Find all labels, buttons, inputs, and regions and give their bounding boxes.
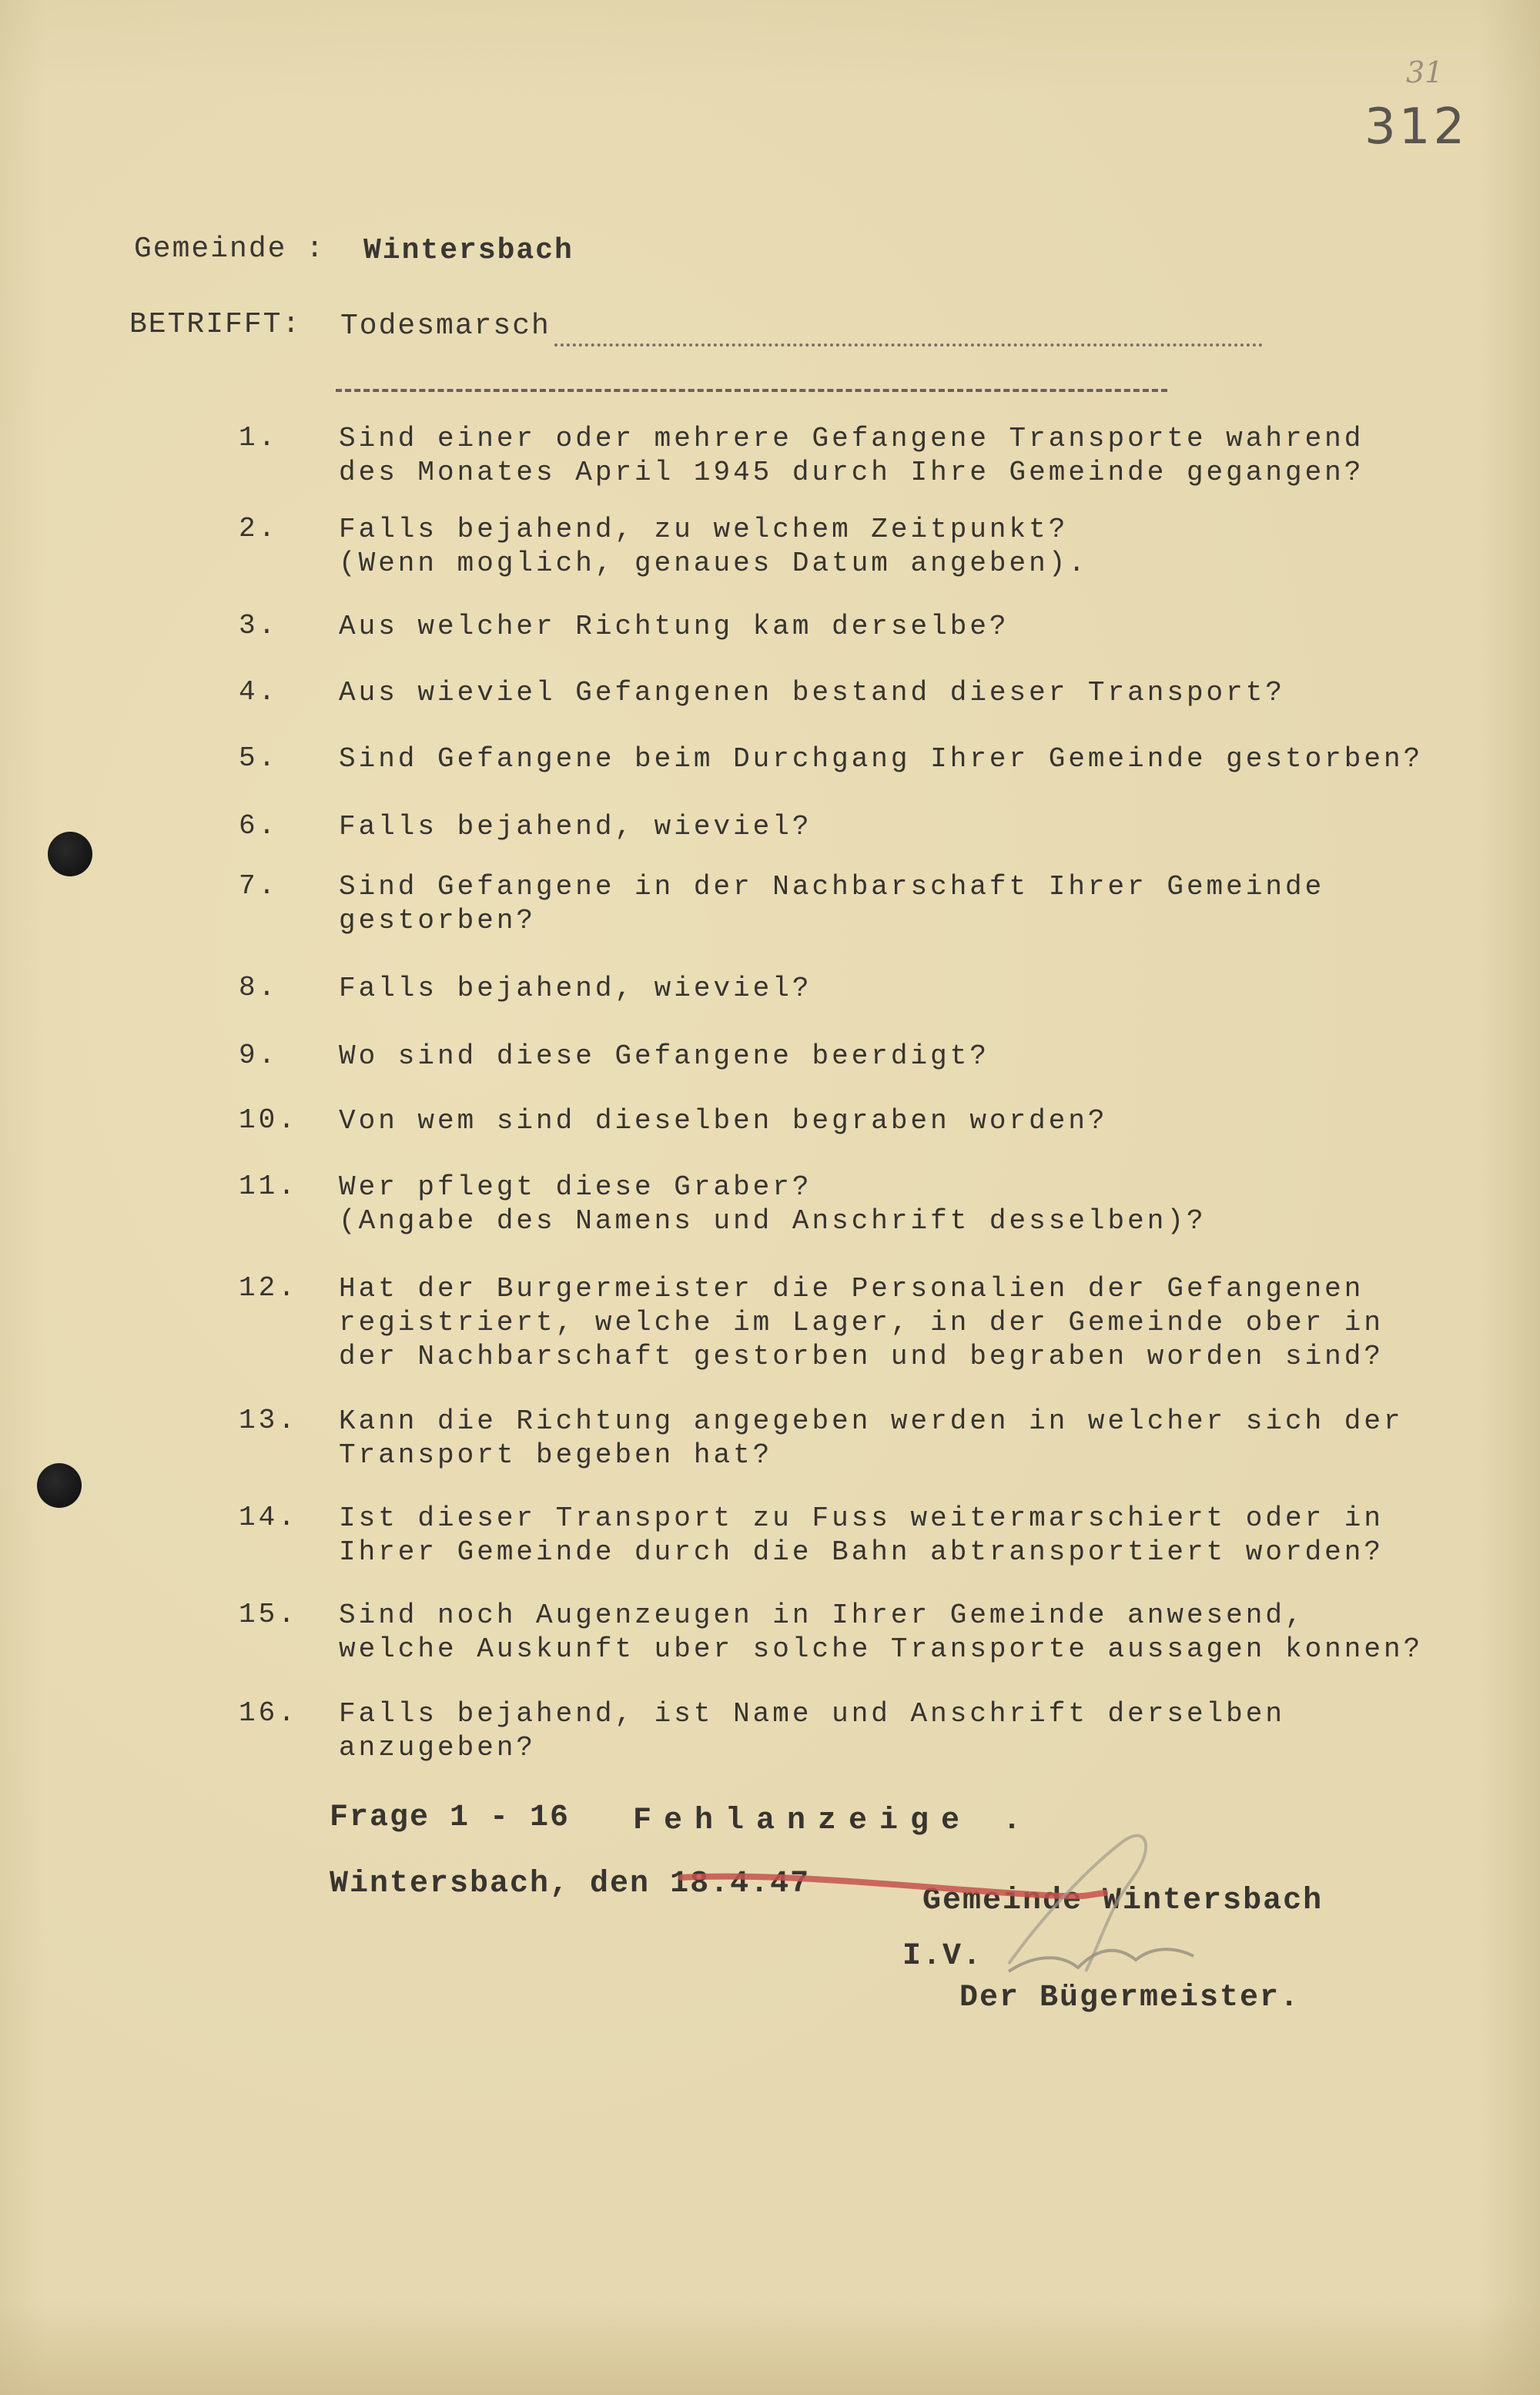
question-number: 7. [239, 870, 279, 902]
question-text [339, 1272, 1401, 1374]
question-line: Wo sind diese Gefangene beerdigt? [339, 1040, 989, 1072]
betrifft-dotted-line [554, 339, 1263, 347]
question-number: 1. [239, 422, 279, 454]
question-line: Sind einer oder mehrere Gefangene Transporte wahrend [339, 423, 1364, 454]
question-line: gestorben? [339, 905, 537, 936]
question-line: Falls bejahend, wieviel? [339, 811, 812, 842]
punch-hole-bottom [37, 1463, 82, 1508]
question-line: (Angabe des Namens und Anschrift desselben)? [339, 1205, 1207, 1237]
question-text [339, 1104, 1401, 1138]
question-number: 6. [239, 810, 279, 842]
question-line: anzugeben? [339, 1732, 537, 1764]
question-number: 3. [239, 610, 279, 641]
question-line: Aus wieviel Gefangenen bestand dieser Transport? [339, 677, 1285, 708]
iv-label: I.V. [902, 1939, 983, 1974]
question-line: Falls bejahend, zu welchem Zeitpunkt? [339, 514, 1069, 545]
question-line: Falls bejahend, ist Name und Anschrift derselben [339, 1698, 1285, 1730]
question-number: 8. [239, 972, 279, 1003]
question-number: 12. [239, 1272, 298, 1304]
answer-text: Fehlanzeige . [633, 1804, 1034, 1838]
question-text [339, 1040, 1401, 1074]
signatory-title: Der Bügermeister. [959, 1981, 1301, 2015]
question-line: welche Auskunft uber solche Transporte aussagen konnen? [339, 1633, 1424, 1665]
question-number: 2. [239, 513, 279, 544]
place-date: Wintersbach, den 18.4.47 [330, 1867, 811, 1901]
question-text [339, 810, 1401, 844]
question-line: registriert, welche im Lager, in der Gemeinde ober in [339, 1307, 1384, 1338]
header-rule [336, 389, 1167, 392]
page-number-small: 31 [1406, 55, 1444, 89]
question-line: Transport begeben hat? [339, 1439, 773, 1471]
question-number: 14. [239, 1502, 298, 1533]
question-text [339, 1697, 1401, 1765]
question-line: Kann die Richtung angegeben werden in welcher sich der [339, 1405, 1404, 1437]
question-text [339, 610, 1401, 644]
answer-range: Frage 1 - 16 [330, 1800, 571, 1835]
betrifft-label: BETRIFFT: [129, 308, 302, 341]
question-number: 13. [239, 1405, 298, 1436]
question-line: Sind noch Augenzeugen in Ihrer Gemeinde anwesend, [339, 1599, 1305, 1631]
question-number: 10. [239, 1104, 298, 1136]
question-line: des Monates April 1945 durch Ihre Gemeinde gegangen? [339, 457, 1364, 488]
question-line: Ihrer Gemeinde durch die Bahn abtransportiert worden? [339, 1536, 1384, 1568]
question-line: Wer pflegt diese Graber? [339, 1171, 812, 1203]
question-line: (Wenn moglich, genaues Datum angeben). [339, 548, 1088, 579]
gemeinde-value: Wintersbach [363, 234, 574, 267]
question-line: Sind Gefangene in der Nachbarschaft Ihrer Gemeinde [339, 871, 1325, 903]
question-text [339, 1502, 1401, 1569]
question-line: Von wem sind dieselben begraben worden? [339, 1105, 1108, 1137]
question-line: Hat der Burgermeister die Personalien der Gefangenen [339, 1273, 1364, 1305]
office-name: Gemeinde Wintersbach [922, 1884, 1324, 1918]
question-text [339, 513, 1401, 581]
question-number: 5. [239, 742, 279, 774]
question-number: 16. [239, 1697, 298, 1729]
question-text [339, 1599, 1424, 1666]
punch-hole-top [48, 832, 92, 876]
question-number: 15. [239, 1599, 298, 1630]
question-number: 9. [239, 1040, 279, 1071]
question-line: Sind Gefangene beim Durchgang Ihrer Gemeinde gestorben? [339, 743, 1424, 775]
question-text [339, 676, 1401, 710]
question-number: 4. [239, 676, 279, 708]
signature-mark [924, 1817, 1232, 1995]
question-text [339, 742, 1424, 776]
question-line: Ist dieser Transport zu Fuss weitermarschiert oder in [339, 1502, 1384, 1534]
question-line: der Nachbarschaft gestorben und begraben worden sind? [339, 1341, 1384, 1372]
betrifft-value: Todesmarsch [340, 310, 551, 343]
question-text [339, 972, 1401, 1006]
question-line: Aus welcher Richtung kam derselbe? [339, 611, 1009, 642]
question-line: Falls bejahend, wieviel? [339, 973, 812, 1004]
gemeinde-label: Gemeinde : [134, 233, 326, 266]
question-text [339, 870, 1401, 938]
question-text [339, 422, 1401, 490]
page-number: 312 [1364, 99, 1468, 156]
question-text [339, 1405, 1404, 1472]
question-text [339, 1171, 1401, 1238]
question-number: 11. [239, 1171, 298, 1202]
